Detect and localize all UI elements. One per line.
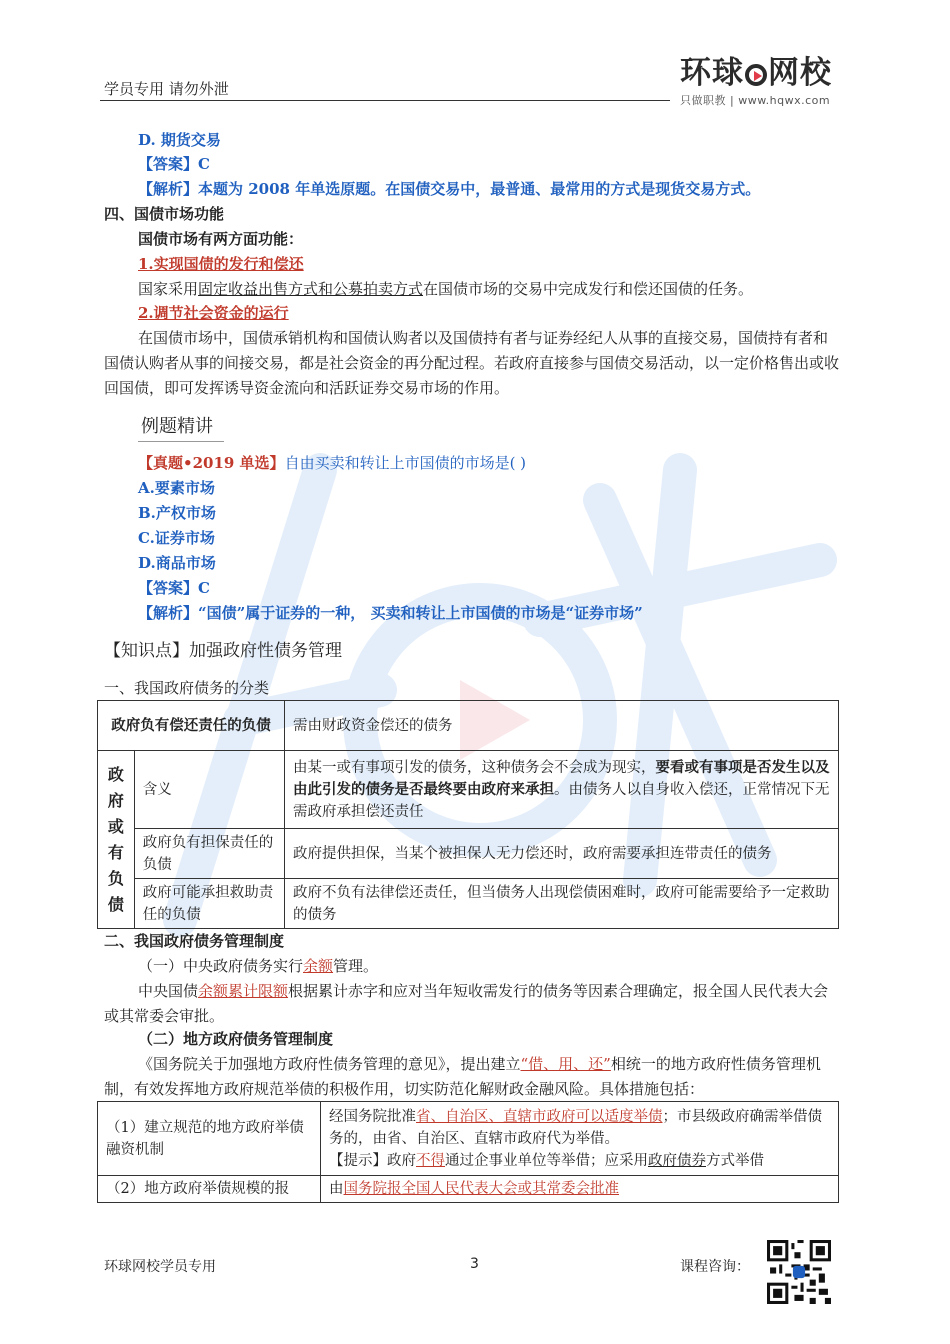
debt-classification-subtitle: 一、我国政府债务的分类 bbox=[104, 679, 270, 697]
example-heading: 例题精讲 bbox=[141, 416, 213, 437]
table-cell: 政府不负有法律偿还责任，但当债务人出现偿债困难时，政府可能需要给予一定救助的债务 bbox=[285, 879, 839, 929]
table-cell: 政府负有偿还责任的负债 bbox=[98, 701, 285, 751]
example-question: 【真题•2019 单选】自由买卖和转让上市国债的市场是( ) bbox=[138, 454, 527, 472]
brand-logo bbox=[680, 56, 850, 108]
function-1-title: 1.实现国债的发行和偿还 bbox=[138, 255, 304, 273]
section-title-market-functions: 四、国债市场功能 bbox=[104, 205, 225, 223]
example-option-b: B.产权市场 bbox=[138, 504, 216, 522]
qr-code-icon[interactable] bbox=[767, 1240, 831, 1304]
example-option-c: C.证券市场 bbox=[138, 529, 215, 547]
central-debt-limit-text: 中央国债余额累计限额根据累计赤字和应对当年短收需发行的债务等因素合理确定，报全国人民代表大会或其常委会审批。 bbox=[104, 982, 829, 1025]
q1-option-d: D. 期货交易 bbox=[138, 131, 221, 149]
course-consult-label: 课程咨询： bbox=[680, 1259, 750, 1275]
logo-tagline: 只做职教 | www.hqwx.com bbox=[680, 94, 831, 107]
q1-analysis: 【解析】本题为 2008 年单选原题。在国债交易中，最普通、最常用的方式是现货交易方式。 bbox=[138, 180, 761, 198]
q1-answer: 【答案】C bbox=[138, 155, 210, 173]
header-confidential-label: 学员专用 请勿外泄 bbox=[104, 80, 229, 98]
table-row bbox=[98, 701, 839, 751]
example-heading-underline bbox=[138, 441, 224, 442]
page-number: 3 bbox=[470, 1256, 479, 1272]
function-1-text: 国家采用固定收益出售方式和公募拍卖方式在国债市场的交易中完成发行和偿还国债的任务。 bbox=[138, 280, 754, 298]
table-cell: 由某一或有事项引发的债务，这种债务会不会成为现实，要看或有事项是否发生以及由此引发的债务是否最终要由政府来承担。由债务人以自身收入偿还，正常情况下无需政府承担偿还责任 bbox=[285, 751, 839, 829]
functions-intro: 国债市场有两方面功能： bbox=[138, 230, 304, 248]
table-cell: 政府提供担保，当某个被担保人无力偿还时，政府需要承担连带责任的债务 bbox=[285, 829, 839, 879]
table-cell: 政府可能承担救助责任的负债 bbox=[134, 879, 284, 929]
function-2-title: 2.调节社会资金的运行 bbox=[138, 304, 289, 322]
table-cell: 含义 bbox=[134, 751, 284, 829]
central-debt-text: （一）中央政府债务实行余额管理。 bbox=[138, 957, 379, 975]
logo-wordmark: 环球 网校 bbox=[680, 55, 832, 91]
table-cell: 经国务院批准省、自治区、直辖市政府可以适度举债；市县级政府确需举借债务的，由省、自治区、直辖市政府代为举借。 【提示】政府不得通过企事业单位等举借；应采用政府债券方式举借 bbox=[321, 1102, 839, 1176]
local-debt-measures-table bbox=[97, 1101, 839, 1203]
knowledge-point-title: 【知识点】加强政府性债务管理 bbox=[104, 641, 342, 661]
local-debt-text: 《国务院关于加强地方政府性债务管理的意见》，提出建立“借、用、还”相统一的地方政府性债务管理机制，有效发挥地方政府规范举债的积极作用，切实防范化解财政金融风险。具体措施包括： bbox=[104, 1055, 821, 1098]
header-divider bbox=[100, 100, 670, 101]
table-cell: 需由财政资金偿还的债务 bbox=[285, 701, 839, 751]
debt-classification-table bbox=[97, 700, 839, 929]
table-cell: 政府负有担保责任的负债 bbox=[134, 829, 284, 879]
example-option-d: D.商品市场 bbox=[138, 554, 216, 572]
example-option-a: A.要素市场 bbox=[138, 479, 215, 497]
table-row bbox=[98, 751, 839, 829]
local-debt-title: （二）地方政府债务管理制度 bbox=[138, 1030, 334, 1048]
table-row bbox=[98, 1176, 839, 1203]
function-2-text: 在国债市场中，国债承销机构和国债认购者以及国债持有者与证券经纪人从事的直接交易，国债持有者和国债认购者从事的间接交易，都是社会资金的再分配过程。若政府直接参与国债交易活动，以一定价格售出或收回国债，即可发挥诱导资金流向和活跃证券交易市场的作用。 bbox=[104, 329, 840, 397]
table-cell: （2）地方政府举债规模的报 bbox=[98, 1176, 321, 1203]
footer-label: 环球网校学员专用 bbox=[104, 1259, 216, 1275]
play-icon bbox=[745, 64, 767, 86]
table-row bbox=[98, 1102, 839, 1176]
example-answer: 【答案】C bbox=[138, 579, 210, 597]
contingent-debt-label: 政 府 或 有 负 债 bbox=[98, 751, 135, 929]
example-analysis: 【解析】“国债”属于证券的一种， 买卖和转让上市国债的市场是“证券市场” bbox=[138, 604, 643, 622]
table-cell: （1）建立规范的地方政府举债融资机制 bbox=[98, 1102, 321, 1176]
table-row bbox=[98, 829, 839, 879]
section-title-debt-management: 二、我国政府债务管理制度 bbox=[104, 932, 285, 950]
table-row bbox=[98, 879, 839, 929]
table-cell: 由国务院报全国人民代表大会或其常委会批准 bbox=[321, 1176, 839, 1203]
